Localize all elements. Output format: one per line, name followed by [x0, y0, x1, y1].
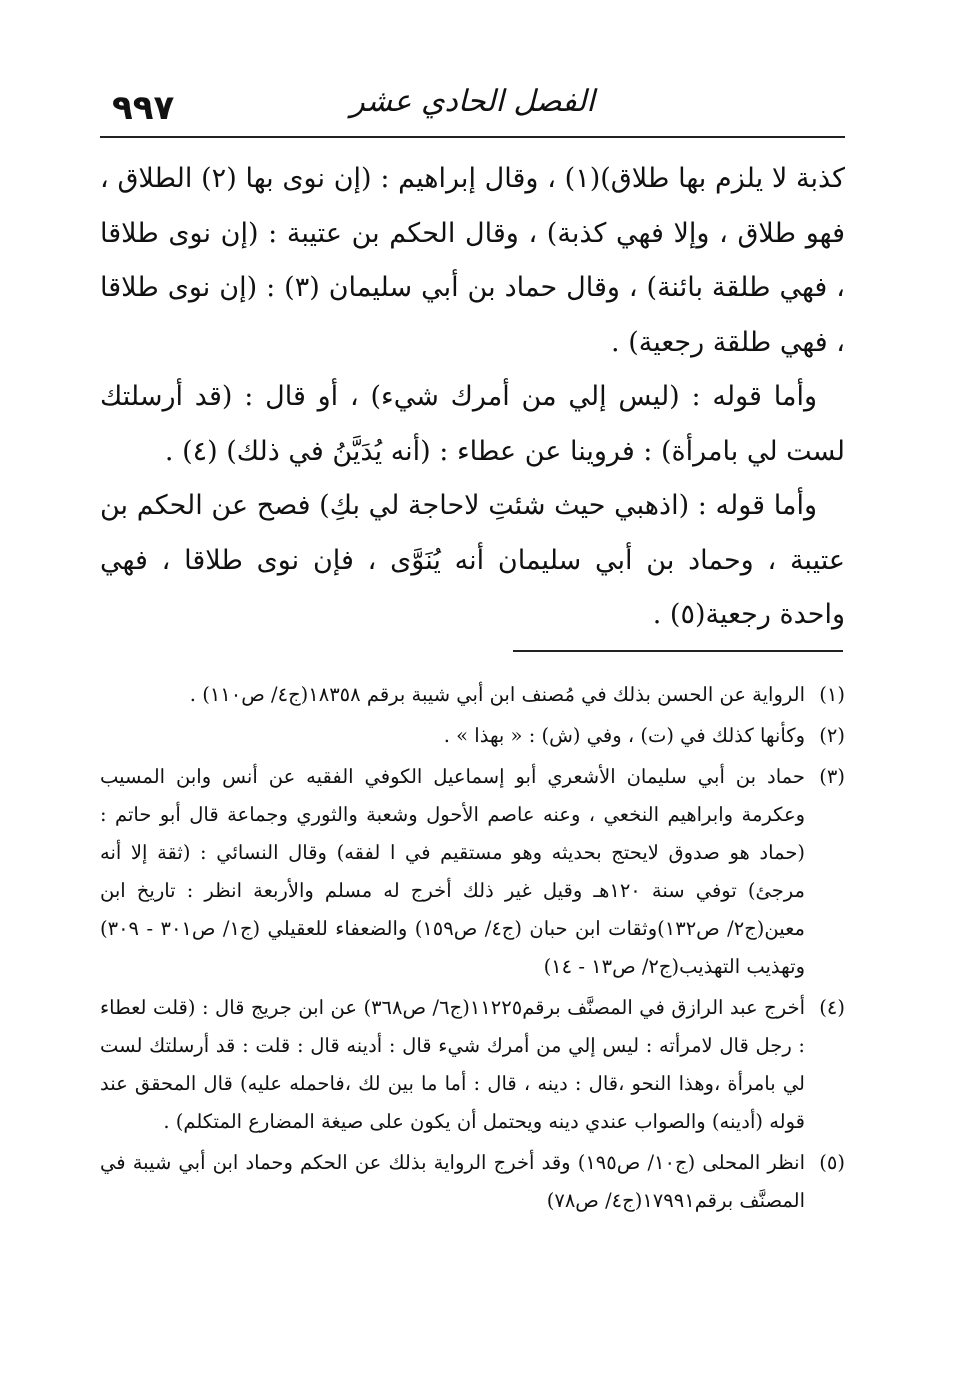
footnote-text: حماد بن أبي سليمان الأشعري أبو إسماعيل الكوفي الفقيه عن أنس وابن المسيب وعكرمة وابراهيم النخعي ، وعنه عاصم الأحول وشعبة والثوري وجماعة قال أبو حاتم : (حماد هو صدوق لايحتج بحديثه وهو مستقيم في ا لفقه) وقال النسائي : (ثقة إلا أنه مرجئ) توفي سنة ١٢٠هـ وقيل غير ذلك أخرج له مسلم والأربعة انظر : تاريخ ابن معين(ج٢/ ص١٣٢)وثقات ابن حبان (ج٤/ ص١٥٩) والضعفاء للعقيلي (ج١/ ص٣٠١ - ٣٠٩) وتهذيب التهذيب(ج٢/ ص١٣ - ١٤) [100, 765, 805, 978]
header-divider [100, 136, 845, 138]
paragraph-1: كذبة لا يلزم بها طلاق)(١) ، وقال إبراهيم : (إن نوى بها (٢) الطلاق ، فهو طلاق ، وإلا فهي كذبة) ، وقال الحكم بن عتيبة : (إن نوى طلاقا ، فهي طلقة بائنة) ، وقال حماد بن أبي سليمان (٣) : (إن نوى طلاقا ، فهي طلقة رجعية) . [100, 163, 845, 358]
footnote-number: (٥) [819, 1151, 845, 1174]
footnote-1 [100, 676, 845, 714]
footnote-number: (٣) [819, 765, 845, 788]
page-header [100, 78, 845, 138]
footnote-text: أخرج عبد الرازق في المصنَّف برقم١١٢٢٥(ج٦/ ص٣٦٨) عن ابن جريج قال : (قلت لعطاء : رجل قال لامرأته : ليس إلي من أمرك شيء قال : أدينه قال : قلت : قد أرسلتك لست لي بامرأة ،وهذا النحو ،قال : دينه ، قال : أما ما بين لك ،فاحمله عليه) قال المحقق عند قوله (أدينه) والصواب عندي دينه ويحتمل أن يكون على صيغة المضارع المتكلم) . [100, 996, 805, 1133]
chapter-title: الفصل الحادي عشر [350, 84, 595, 119]
footnote-number: (٤) [819, 996, 845, 1019]
footnote-4 [100, 989, 845, 1141]
paragraph-3: وأما قوله : (اذهبي حيث شئتِ لاحاجة لي بكِ) فصح عن الحكم بن عتيبة ، وحماد بن أبي سليمان أنه يُنَوَّى ، فإن نوى طلاقا ، فهي واحدة رجعية(٥) . [100, 490, 845, 630]
paragraph-2: وأما قوله : (ليس إلي من أمرك شيء) ، أو قال : (قد أرسلتك لست لي بامرأة) : فروينا عن عطاء : (أنه يُدَيَّنُ في ذلك) (٤) . [100, 381, 845, 467]
footnote-number: (٢) [819, 724, 845, 747]
footnote-text: وكأنها كذلك في (ت) ، وفي (ش) : « بهذا » . [443, 724, 805, 747]
footnote-number: (١) [819, 683, 845, 706]
footnote-2 [100, 717, 845, 755]
page-number: ٩٩٧ [112, 88, 175, 128]
footnote-text: الرواية عن الحسن بذلك في مُصنف ابن أبي شيبة برقم ١٨٣٥٨(ج٤/ ص١١٠) . [189, 683, 805, 706]
footnote-3 [100, 758, 845, 986]
footnotes [100, 676, 845, 1223]
footnote-separator [513, 650, 843, 652]
main-text [100, 152, 845, 643]
footnote-text: انظر المحلى (ج١٠/ ص١٩٥) وقد أخرج الرواية بذلك عن الحكم وحماد ابن أبي شيبة في المصنَّف برقم١٧٩٩١(ج٤/ ص٧٨) [100, 1151, 805, 1212]
footnote-5 [100, 1144, 845, 1220]
